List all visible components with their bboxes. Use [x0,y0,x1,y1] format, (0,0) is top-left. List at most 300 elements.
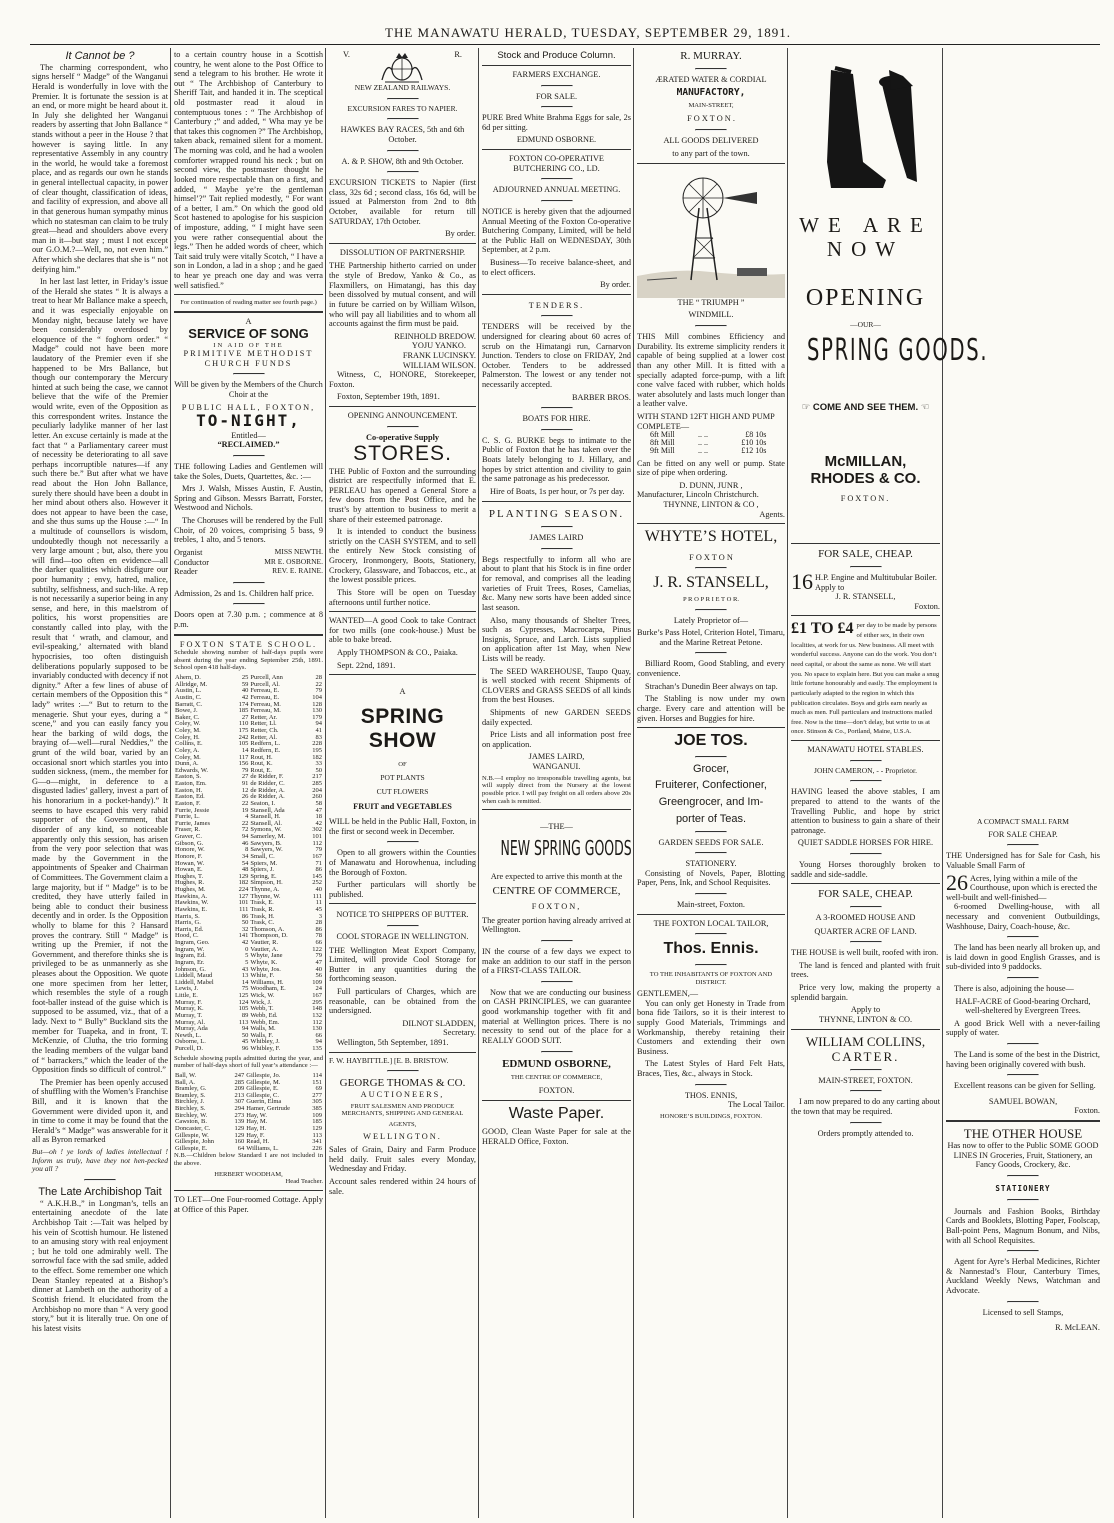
divider [695,325,727,327]
table-cell: Furrie, L. [175,813,200,821]
table-cell: Austin, C. [175,693,202,701]
boats-paragraph: C. S. G. BURKE begs to intimate to the Public of Foxton that he has taken over the Boats lately belonging to J. Hillary, and hopes by strict attention and civility to gain the same patronage as his predecessor. [482,435,631,484]
cool-paragraph: Full particulars of Charges, which are reasonable, can be obtained from the undersigned. [329,987,476,1016]
table-cell: 14 [241,746,249,754]
table-cell: Retter, Ll. [250,720,277,728]
table-cell: 47 [315,806,322,814]
hotel-paragraph: Burke’s Pass Hotel, Criterion Hotel, Timaru, and the Marine Retreat Petone. [637,628,785,647]
joe-tos: JOE TOS. [674,732,748,750]
table-cell: 175 [238,727,249,735]
divider [1007,1199,1039,1201]
table-cell: 182 [238,879,249,887]
divider [387,426,419,428]
show-paragraph: Open to all growers within the Counties of Manawatu and Horowhenua, including the Borough of Foxton. [329,848,476,877]
planting-paragraph: Shipments of new GARDEN SEEDS daily expected. [482,708,631,727]
for-sale-cheap: FOR SALE, CHEAP. [818,548,913,561]
table-cell: 185 [238,707,249,715]
divider [637,163,785,164]
divider [541,940,573,942]
table-cell: Small, C. [250,852,275,860]
cool-paragraph: THE Wellington Meat Export Company, Limited, will provide Cool Storage for Butter in any quantities during the forthcoming season. [329,945,476,984]
collins-paragraph: I am now prepared to do any carting about the town that may be required. [791,1097,940,1116]
table-cell: Walls, F. [250,1031,274,1039]
divider [233,603,265,605]
divider [695,831,727,833]
table-cell: Allridge, M. [175,680,208,688]
divider [791,740,940,741]
farm-paragraph: The land has been nearly all broken up, and is laid down in good English Grasses, and is sub-divided into 9 paddocks. [946,943,1100,972]
other-house-paragraph: Has now to offer to the Public SOME GOOD LINES IN Groceries, Fruit, Stationery, an Fancy Goods, Crockery, &c. [947,1141,1099,1170]
table-cell: 42 [241,693,249,701]
table-cell: Furrie, Jessie [175,806,210,814]
boats-paragraph: Hire of Boats, 1s per hour, or 7s per day. [490,486,625,496]
table-cell: 341 [312,1138,322,1146]
table-cell: Honore, W. [175,846,205,854]
table-cell: 94 [241,833,249,841]
for-sale: FOR SALE. [535,91,578,101]
table-cell: Coley, M. [175,753,201,761]
the-label: —THE— [540,822,573,832]
table-cell: 94 [241,1025,249,1033]
earn-ad [791,620,940,736]
table-cell: Vautier, A. [250,945,279,953]
table-cell: 195 [312,746,322,754]
stationery-paragraph: Journals and Fashion Books, Birthday Cards and Booklets, Blotting Paper, Foolscap, Ball-point Pens, Magnum Bonum, and Nibs, with all School Requisites. [946,1206,1100,1245]
table-cell: 66 [315,1031,322,1039]
for-sale-cheap: FOR SALE, CHEAP. [818,888,913,901]
table-cell: 112 [312,839,322,847]
table-cell: Retter, Al. [250,733,278,741]
stables-title: MANAWATU HOTEL STABLES. [807,745,924,755]
table-cell: Retter, Ar. [250,713,278,721]
table-cell: Gillespie, E. [175,1144,208,1152]
divider [637,914,785,915]
table-cell: 111 [239,905,249,913]
opening-heading: OPENING [805,285,926,312]
column-7 [944,818,1102,1518]
engine-sig: J. R. STANSELL, [835,592,896,602]
table-cell: 135 [312,1045,322,1053]
planting-paragraph: Price Lists and all information post free on application. [482,730,631,749]
table-cell: 179 [312,713,322,721]
divider [850,853,882,855]
divider [233,373,265,375]
stationery-heading: STATIONERY [995,1184,1051,1193]
table-cell: 294 [234,1105,245,1113]
song-paragraph: THE following Ladies and Gentlemen will take the Soles, Duets, Quartettes, &c. :— [174,462,323,481]
table-cell: Trask, E. [250,899,274,907]
our-label: —OUR— [850,320,881,330]
table-cell: 40 [241,687,249,695]
eo-sub: THE CENTRE OF COMMERCE, [510,1074,603,1082]
table-cell: 34 [241,852,249,860]
table-cell: 86 [315,866,322,874]
royal-crest-icon [377,50,427,84]
table-cell: 42 [241,939,249,947]
table-cell: Collins, E. [175,740,203,748]
divider [174,311,323,313]
table-cell: Howan, E. [175,866,203,874]
table-cell: 50 [241,1031,249,1039]
spring-goods-wrap [791,333,989,372]
table-cell: Wick, W. [250,992,275,1000]
table-cell: Whyte, Jane [250,952,283,960]
table-cell: 185 [312,1118,322,1126]
whytes-hotel: WHYTE’S HOTEL, [644,528,778,546]
table-cell: Stansell, Ada [250,806,285,814]
divider [1007,1175,1039,1177]
table-cell: 242 [238,733,249,741]
table-cell: 302 [312,826,322,834]
table-cell: Stansell, H. [250,813,281,821]
divider [695,129,727,131]
table-cell: Ferreau, E. [250,693,280,701]
school-nb: N.B.—Children below Standard I are not included in the above. [174,1152,323,1168]
table-cell: de Ridder, F. [250,773,284,781]
show-a: A [399,687,406,697]
joe-line: Fruiterer, Confectioner, [655,779,767,792]
quiet-horses: QUIET SADDLE HORSES FOR HIRE. [797,838,934,848]
aerated-line: ÆRATED WATER & CORDIAL [655,74,767,84]
table-cell: 50 [241,919,249,927]
article-paragraph: to a certain country house in a Scottish country, he went alone to the Post Office to send a telegram to his brother. He wrote it out “ The Archbishop of Canterbury to Sheriff Tait, and handed it in. The sceptical old postmaster read it aloud in contemptuous tones : “ The Archbishop of Canterbury ;” and added, “ Wha may ye be that takes this cognomen ?” The Archbishop, taken aback, remained silent for a moment. The morning was cold, and he had a woolen comforter wrapped round his neck ; but on second view, the postmaster thought he looked more respectable than on a first, and added, “ Maybe ye’re the gentleman himsel’?” Tait replied modestly, “ For want of a better, I am.” On which the good old Scot hastened to apologise for his suspicion of imposture, adding, “ I might have seen you were rather consequential about the legs.” Then he added words of cheer, which Tait said truly were vitally Scotch, “ I have a son in London, a lad in a shop ; and he gaed to hear ye preach one day and was verra well satisfied.” [174,50,323,290]
table-cell: 105 [238,740,249,748]
coop-paragraph: Business—To receive balance-sheet, and to elect officers. [482,257,631,277]
table-cell: Ingram, Er. [175,958,205,966]
table-cell: Thynne, W. [250,892,281,900]
divider [541,548,573,550]
cool-date: Wellington, 5th September, 1891. [337,1038,449,1048]
table-cell: Hood, C. [175,932,199,940]
divider [233,455,265,457]
windmill-paragraph: THIS Mill combines Efficiency and Durability. Its extreme simplicity renders it capable of being supplied at a lower cost than any other Mill. It is fitted with a specially adapted force-pump, with a lift cone valve faced with rubber, which holds water absolutely and lasts much longer than a leather valve. [637,332,785,409]
opening-paragraph: It is intended to conduct the business strictly on the CASH SYSTEM, and to sell the entirely New Stock consisting of Grocery, Ironmongery, Boots, Stationery, Crockery, Glassware, and Tobaccos, etc., at the lowest possible prices. [329,527,476,585]
table-cell: 113 [312,1131,322,1139]
date-line: Foxton, September 19th, 1891. [337,392,440,402]
continuation-note: For continuation of reading matter see fourth page.) [180,299,317,307]
cool-sig: DILNOT SLADDEN, [402,1018,476,1028]
column-2 [172,50,325,1518]
school-schedule-note: Schedule showing pupils admitted during the year, and number of half-days short of full year’s attendance :— [174,1054,323,1070]
whytes-foxton: F O X T O N [689,552,733,562]
gt-paragraph: Sales of Grain, Dairy and Farm Produce held daily. Fruit sales every Monday, Wednesday and Friday. [329,1145,476,1174]
table-cell: Woodham, E. [250,985,286,993]
edmund-osborne: EDMUND OSBORNE, [502,1057,611,1070]
engine-ad [791,569,940,594]
table-cell: Edwards, W. [175,766,209,774]
table-cell: 122 [312,945,322,953]
eggs-paragraph: PURE Bred White Brahma Eggs for sale, 2s 6d per sitting. [482,113,631,132]
tenders-paragraph: TENDERS will be received by the undersigned for clearing about 60 acres of scrub on the Himatangi run, Carnarvon Junction. Tenders to close on FRIDAY, 2nd October. Tenders to be addressed Palmerston. The lowest or any tender not necessarily accepted. [482,322,631,390]
table-cell: 6ft Mill [650,430,675,440]
manufactory: MANUFACTORY, [676,87,746,99]
table-cell: 43 [241,965,249,973]
house-paragraph: THE HOUSE is well built, roofed with iron. [791,948,939,958]
stables-paragraph: Young Horses thoroughly broken to saddle and side-saddle. [791,860,940,879]
divider [387,841,419,843]
table-cell: Read, H. [246,1138,270,1146]
table-cell: 96 [241,1045,249,1053]
table-cell: Webb, T. [250,1005,274,1013]
acre-line: QUARTER ACRE OF LAND. [814,926,917,936]
signatory: WILLIAM WILSON. [402,360,476,370]
gt-name: GEORGE THOMAS & CO. [339,1077,466,1090]
divider [695,609,727,611]
table-cell: 9ft Mill [650,446,675,456]
divider [233,582,265,584]
table-cell: Honore, F. [175,852,203,860]
boot-illustration [791,50,944,200]
earn-paragraph: per day to be made by persons of either sex, in their own localities, at work for us. New business. All meet with wonderful success. Anyone can do the work. You don’t need capital, or about the same as none. We will start you. No space to explain here. But you can make a snug little fortune honourably and easily. The employment is particularly adapted to the region in which this publication circulates. Boys and girls earn nearly as much as men. Full particulars and instructions mailed free. Now is the time—don’t delay, but write to us at once. Stinson & Co., Portland, Maine, U.S.A. [791,622,940,736]
divider [541,429,573,431]
wanted-paragraph: WANTED—A good Cook to take Contract for two mills (one cook-house.) Must be able to bake bread. [329,616,476,645]
planting-paragraph: Begs respectfully to inform all who are about to plant that his Stock is in fine order for removal, and comprises all the leading varieties of Fruit Trees, Roses, Camelias, &c. Many new sorts have been added since last season. [482,554,631,612]
hotel-paragraph: Strachan’s Dunedin Beer always on tap. [645,681,778,691]
table-cell: 130 [312,1025,322,1033]
table-cell: Purcell, Al. [250,680,280,688]
table-cell: Trask, C. [250,919,275,927]
table-cell: 22 [315,680,322,688]
signatory: YOJU YANKO. [411,341,466,351]
divider [482,149,631,150]
table-cell: 129 [238,872,249,880]
table-cell: Ferreau, M. [250,707,281,715]
table-cell: 71 [315,859,322,867]
engine-paragraph: H.P. Engine and Multitubular Boiler. Apply to [815,573,937,592]
railways-sig: By order. [445,229,476,239]
song-paragraph: Mrs J. Walsh, Misses Austin, F. Austin, Spring and Gibson. Messrs Barratt, Forster, Westwood and Nichols. [174,484,323,513]
tolet-ad: TO LET—One Four-roomed Cottage. Apply at Office of this Paper. [174,1195,323,1214]
table-cell: Trask, H. [250,912,275,920]
table-cell: 33 [315,760,322,768]
table-cell: 113 [238,1018,249,1026]
table-cell: de Ridder, C. [250,780,285,788]
table-cell: 127 [238,892,249,900]
table-cell: Murray, Ada [175,1025,208,1033]
table-cell: Gillespie, E. [246,1085,279,1093]
column-5 [635,50,787,1518]
article-paragraph: In her last last letter, in Friday’s issue of the Herald she states “ It is always a treat to hear Mr Ballance make a speech, and it was especially enjoyable on Monday night, because lately we have been considerably overdosed by eloquence of the “ foghorn order.” “ Madge” could not have been more laudatory of the Premier even if she happened to be Mrs Ballance, but though our contemporary the Mercury hinted at such being the case, we cannot believe that the wife of the Premier would write, even of the Opposition as this correspondent writes. Instance the peculiarly ladylike manner of her last letter. An excuse certainly is made at the fact that “ a Parliamentary career must of necessity be deteriorating to all save perhaps incorruptible natures—if any such there be.” But after what we have read about the Hon John Ballance, surely there should have been a doubt in her mind about others also. However it does not appear to have been the case, and she thus sums up the House :—“ In a multitude of counsellors is wisdom, undoubtedly though not necessarily a very large amount ; but, also, there you will find—too often en evidence—all the darker qualities which disfigure our poor humanity ; envy, hatred, malice, subtilty, selfishness, and such-like. A rep is not necessarily a superior being in any sense, and here, in this maelstrom of politics, his worst propensities are constantly called into play, with the result that ‘ wrath, and clamour, and evil-speaking,’ alternated with bland hypocrisies, too often distinguish deliberations popularly supposed to be invariably conducted with decency if not dignity.” After a few lines of abuse of certain members of the Opposition this “ lady” writes :—“ But to return to the menagerie. Shut your eyes, during a “ scene,” and you can easily fancy you hear the barking of wild dogs, the braying of—well—rural Neddies,” the grunt of the wild boar, varied by an occasional snort which startles you into sudden sickness, (mem., the member for G—o—might, in deference to a disgusted ladies’ gallery, invest a part of his honorarium in a pocket-handy).” It seems to have escaped this very rabid supporter of the Government, that disorder of any kind, so noticeable apparently only this session, has arisen from the very poor selection that was made by the Government in the appointments of Speaker and Chairman of Committees. The Government claim a large majority, but if “ Madge” is to be credited, they have utterly failed in being able to conduct their business decently and in order. Is the Opposition wholly to blame for this ? Hansard proves the contrary. Still “ Madge” is writing up the Premier, if not the Government, and therefore thinks she is privileged to be as unmannerly as she pleases about the Opposition. We quote one more specimen from her letter, which resembles the style of a rough foot-baller instead of the guise which is supposed to be assumed, viz., that of a lady. Next to “ Bully” Buckland sits the member for Tuapeka, and in front, T. McKenzie, of Clutha, the trio forming the leading members of the vulgar band of “ barrackers,” which the leader of the Opposition finds so difficult of control.” [32,277,168,1075]
garden-seeds: GARDEN SEEDS FOR SALE. [658,837,764,847]
farmers-exchange: FARMERS EXCHANGE. [512,70,601,80]
table-cell: 252 [312,879,322,887]
table-cell: Purcell, D. [175,1045,203,1053]
table-cell: Harris, Ed. [175,925,204,933]
collins-orders: Orders promptly attended to. [817,1128,914,1138]
table-cell: Stansell, Al. [250,819,282,827]
dissolution-title: DISSOLUTION OF PARTNERSHIP. [339,247,466,257]
table-cell: Coley, H. [175,733,200,741]
table-cell: Whyte, Jos. [250,965,281,973]
table-cell: 124 [238,998,249,1006]
table-row [174,1146,323,1153]
divider [387,118,419,120]
goods-delivered-2: to any part of the town. [672,149,750,159]
table-cell: £10 10s [741,438,767,448]
column-rule [942,48,943,1518]
divider [541,981,573,983]
divider [850,906,882,908]
table-cell: Whyte, K. [250,958,278,966]
divider [695,567,727,569]
table-cell: Easton, Ed. [175,793,205,801]
table-cell: Gillespie, Jo. [246,1071,281,1079]
table-cell: 75 [241,985,249,993]
table-cell: 48 [241,866,249,874]
bowan-sig: SAMUEL BOWAN, [988,1096,1058,1106]
divider [637,727,785,728]
table-cell: Rout, H. [250,753,273,761]
acres-number: 26 [946,869,968,895]
divider [695,852,727,854]
joe-line: Grocer, [692,762,730,775]
table-cell: 156 [238,760,249,768]
table-cell: 110 [238,720,249,728]
song-reclaimed: “RECLAIMED.” [217,440,280,450]
engine-town: Foxton. [914,601,940,611]
gt-paragraph: Account sales rendered within 24 hours of sale. [329,1177,476,1196]
local-tailor-title: THE FOXTON LOCAL TAILOR, [653,918,769,928]
railways-paragraph: EXCURSION TICKETS to Napier (first class, 32s 6d ; second class, 16s 6d, will be issued at Palmerston from 2nd to 8th October, available for return till SATURDAY, 17th October. [329,178,476,226]
table-cell: 130 [312,707,322,715]
column-rule [633,48,634,1518]
table-cell: 64 [237,1144,245,1152]
stock-heading: Stock and Produce Column. [497,50,616,61]
table-cell: 4 [245,813,249,821]
new-spring-goods-wrap [482,836,632,866]
table-cell: Sawyers, B. [250,839,282,847]
divider [791,543,940,544]
table-cell: Ingram, Ed. [175,952,206,960]
song-intro: Will be given by the Members of the Church Choir at the [174,380,323,400]
table-cell: 174 [238,700,249,708]
gt-auctioneers: AUCTIONEERS, [360,1090,445,1100]
table-cell: 307 [234,1098,245,1106]
table-cell: 25 [241,674,249,682]
other-house: THE OTHER HOUSE [963,1126,1083,1142]
boats-title: BOATS FOR HIRE. [522,414,591,424]
song-church: PRIMITIVE METHODIST CHURCH FUNDS [183,349,314,368]
divider [695,68,727,70]
column-rule [170,48,171,1518]
table-cell: Whibley, F. [250,1045,281,1053]
table-cell: Coley, A. [175,746,200,754]
table-cell: 46 [241,839,249,847]
planting-name: JAMES LAIRD [529,533,584,543]
table-cell: Coley, M. [175,727,201,735]
divider [482,501,631,502]
planting-sig: JAMES LAIRD, [528,752,585,762]
divider [387,171,419,173]
divider [850,760,882,762]
song-conductor: Conductor MR E. OSBORNE. [174,556,323,567]
nsg-paragraph: The greater portion having already arrived at Wellington. [482,915,631,935]
divider [174,294,323,295]
table-cell: 105 [238,1005,249,1013]
song-reader: Reader REV. E. RAINE. [174,566,323,577]
earn-amount: £1 TO £4 [791,620,854,638]
table-cell: Ingram, W. [175,945,205,953]
table-cell: Redfern, L. [250,740,281,748]
table-cell: 305 [312,1098,322,1106]
divider [541,106,573,108]
table-cell: 111 [312,892,322,900]
windmill-illustration [637,168,785,298]
licensed-stamps: Licensed to sell Stamps, [982,1307,1064,1317]
gt-line: AGENTS, [388,1121,417,1129]
waste-paper-heading: Waste Paper. [508,1104,605,1122]
pointing-hand-icon: ☞ [801,401,813,413]
table-cell: Williams, L. [246,1144,279,1152]
coop-paragraph: NOTICE is hereby given that the adjourned Annual Meeting of the Foxton Co-operative Butchering Company, Limited, will be held at the Public Hall on WEDNESDAY, 30th September, at 2 p.m. [482,206,631,255]
table-cell: 285 [312,780,322,788]
divider [541,178,573,180]
table-cell: 117 [238,753,249,761]
planting-nb: N.B.—I employ no irresponsible travelling agents, but will supply direct from the Nursery at the lowest possible price. I will pay freight on all orders above 20s when cash is remitted. [482,774,631,805]
table-cell: 22 [241,799,249,807]
divider [695,933,727,935]
table-cell: 28 [315,919,322,927]
table-cell: Whibley, J. [250,1038,280,1046]
table-cell: Gillespie, C. [246,1091,279,1099]
table-cell: 72 [241,826,249,834]
divider [482,1100,631,1101]
table-cell: Hamer, Gertrude [246,1105,291,1113]
column-3 [327,50,478,1518]
divider [387,150,419,152]
table-cell: Birchley, W. [175,1111,208,1119]
table-cell: Hay, W. [246,1111,267,1119]
divider [850,566,882,568]
nsg-paragraph: Are expected to arrive this month at the [490,871,623,881]
show-of: OF [398,761,407,769]
divider [791,883,940,884]
song-doors: Doors open at 7.30 p.m. ; commence at 8 p.m. [174,610,323,629]
table-cell: Hay, M. [246,1118,268,1126]
table-cell: 112 [312,1018,322,1026]
foxton-label: F O X T O N . [687,114,735,124]
divider [541,407,573,409]
table-cell: 273 [234,1111,245,1119]
lately: Lately Proprietor of— [673,615,749,625]
come-and-see-line [791,402,940,413]
table-cell: Guerin, Elma [246,1098,282,1106]
thos-ennis: Thos. Ennis. [663,940,759,958]
table-cell: 5 [245,952,249,960]
coop-heading: Co-operative Supply [365,432,440,442]
table-cell: 59 [241,680,249,688]
table-cell: 260 [312,793,322,801]
table-cell: 26 [241,793,249,801]
table-cell: 45 [241,1038,249,1046]
table-cell: 101 [312,833,322,841]
table-cell: 27 [241,773,249,781]
divider [329,674,476,675]
table-cell: .. .. [697,430,708,440]
divider [946,1120,1100,1122]
table-cell: 42 [315,819,322,827]
carter: CARTER. [831,1048,900,1064]
table-cell: Murray, T. [175,1011,203,1019]
divider [541,526,573,528]
table-cell: 104 [312,693,322,701]
column-rule [787,48,788,1518]
divider [695,756,727,758]
table-cell: Samerley, M. [250,833,286,841]
agents: Agents. [759,509,785,519]
table-cell: 129 [234,1131,245,1139]
divider [329,611,476,612]
